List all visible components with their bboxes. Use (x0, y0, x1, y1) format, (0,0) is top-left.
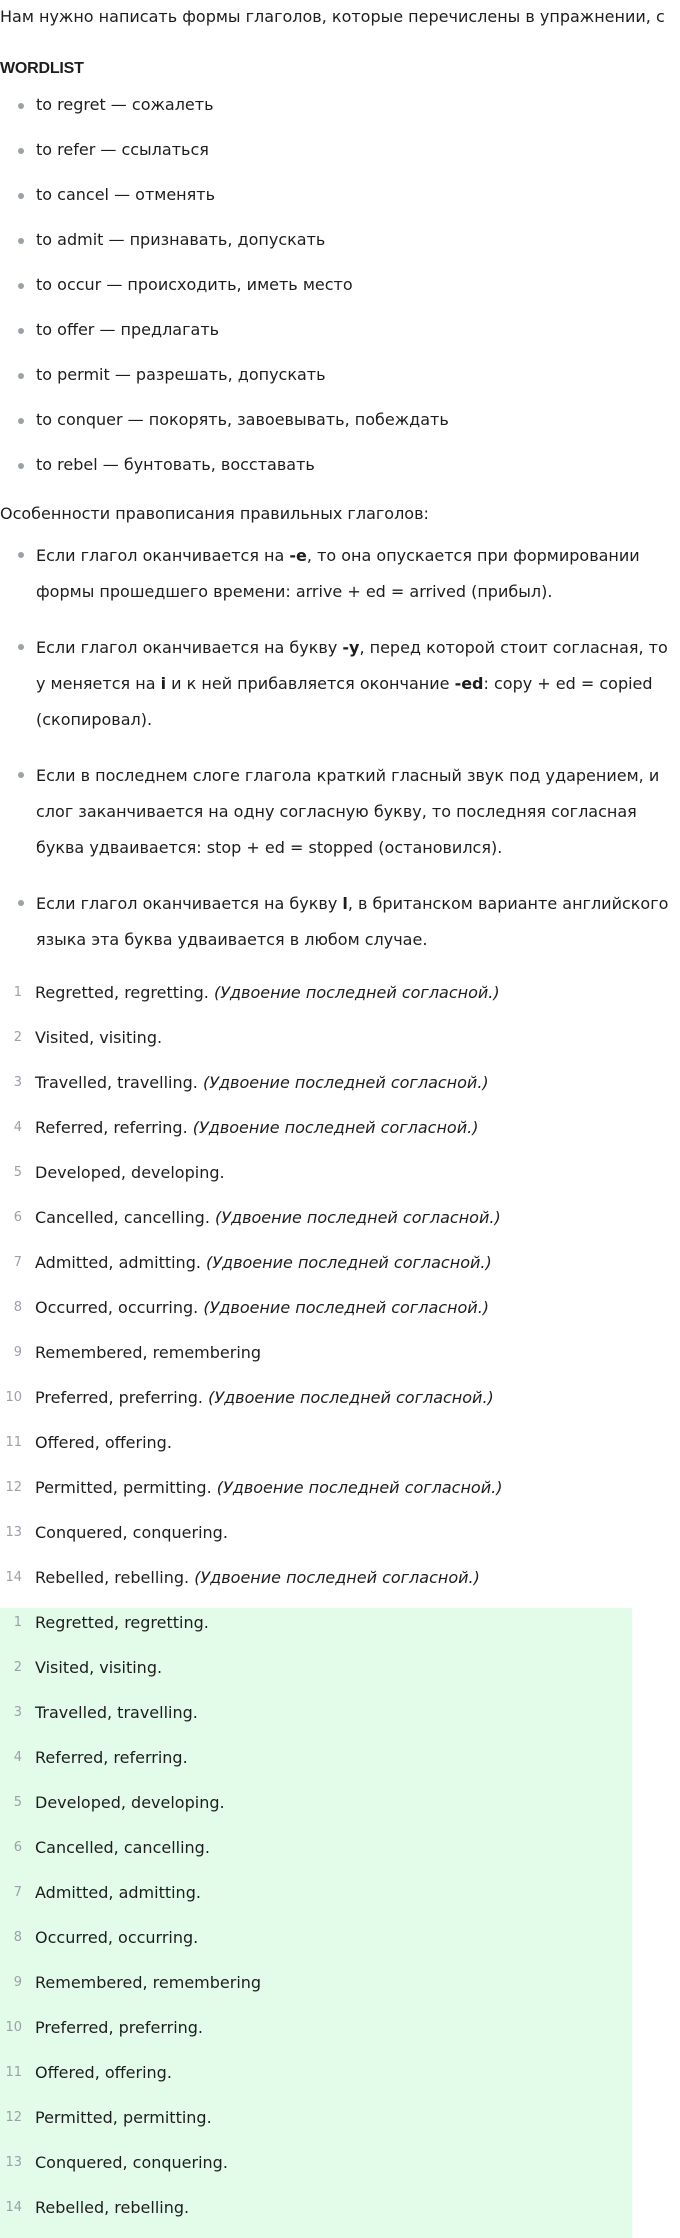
word-item: to admit — признавать, допускать (14, 223, 680, 268)
answers-list (0, 978, 680, 1608)
answer-item: 14 Rebelled, rebelling. (Удвоение последней согласной.) (0, 1563, 680, 1608)
answer-number: 13 (5, 2155, 22, 2171)
answer-number: 4 (13, 1750, 22, 1766)
word-item: to permit — разрешать, допускать (14, 358, 680, 403)
answer-item: 12 Permitted, permitting. (0, 2103, 632, 2148)
answer-number: 6 (13, 1840, 22, 1856)
answer-number: 2 (13, 1030, 22, 1046)
rule-item: Если глагол оканчивается на букву l, в британском варианте английского языка эта буква удваивается в любом случае. (14, 886, 680, 958)
answer-number: 7 (13, 1255, 22, 1271)
answer-number: 4 (13, 1120, 22, 1136)
answer-item: 9 Remembered, remembering (0, 1968, 632, 2013)
answer-item: 10 Preferred, preferring. (0, 2013, 632, 2058)
answer-item: 7 Admitted, admitting. (0, 1878, 632, 1923)
answer-number: 11 (5, 2065, 22, 2081)
word-item: to refer — ссылаться (14, 133, 680, 178)
answer-item: 7 Admitted, admitting. (Удвоение последней согласной.) (0, 1248, 680, 1293)
answer-item: 4 Referred, referring. (Удвоение последней согласной.) (0, 1113, 680, 1158)
answer-number: 12 (5, 2110, 22, 2126)
answer-item: 2 Visited, visiting. (0, 1653, 632, 1698)
word-item: to offer — предлагать (14, 313, 680, 358)
answer-number: 2 (13, 1660, 22, 1676)
answer-item: 11 Offered, offering. (0, 1428, 680, 1473)
word-item: to occur — происходить, иметь место (14, 268, 680, 313)
rules-list (0, 538, 680, 958)
answer-number: 12 (5, 1480, 22, 1496)
answer-item: 3 Travelled, travelling. (Удвоение последней согласной.) (0, 1068, 680, 1113)
answer-number: 14 (5, 2200, 22, 2216)
answer-item: 13 Conquered, conquering. (0, 1518, 680, 1563)
answer-item: 11 Offered, offering. (0, 2058, 632, 2103)
answer-item: 6 Cancelled, cancelling. (Удвоение последней согласной.) (0, 1203, 680, 1248)
answer-number: 9 (13, 1975, 22, 1991)
answer-item: 5 Developed, developing. (0, 1788, 632, 1833)
word-item: to cancel — отменять (14, 178, 680, 223)
rule-item: Если в последнем слоге глагола краткий гласный звук под ударением, и слог заканчивается на одну согласную букву, то последняя согласная буква удваивается: stop + ed = stopped (остановился). (14, 758, 680, 866)
answer-number: 13 (5, 1525, 22, 1541)
answer-number: 6 (13, 1210, 22, 1226)
answer-item: 2 Visited, visiting. (0, 1023, 680, 1068)
answer-number: 10 (5, 1390, 22, 1406)
answer-number: 8 (13, 1300, 22, 1316)
answer-number: 3 (13, 1075, 22, 1091)
answer-item: 3 Travelled, travelling. (0, 1698, 632, 1743)
answer-item: 1 Regretted, regretting. (Удвоение последней согласной.) (0, 978, 680, 1023)
answer-item: 6 Cancelled, cancelling. (0, 1833, 632, 1878)
answer-number: 14 (5, 1570, 22, 1586)
word-item: to conquer — покорять, завоевывать, побеждать (14, 403, 680, 448)
rule-item: Если глагол оканчивается на -e, то она опускается при формировании формы прошедшего времени: arrive + ed = arrived (прибыл). (14, 538, 680, 610)
answer-number: 1 (13, 985, 22, 1001)
answer-number: 8 (13, 1930, 22, 1946)
word-item: to regret — сожалеть (14, 88, 680, 133)
answers-plain-list (0, 1608, 632, 2238)
word-list (0, 88, 680, 493)
answer-number: 11 (5, 1435, 22, 1451)
answer-item: 14 Rebelled, rebelling. (0, 2193, 632, 2238)
answer-number: 7 (13, 1885, 22, 1901)
answer-number: 1 (13, 1615, 22, 1631)
answer-item: 1 Regretted, regretting. (0, 1608, 632, 1653)
rule-item: Если глагол оканчивается на букву -y, перед которой стоит согласная, то у меняется на i и к ней прибавляется окончание -ed: copy + ed = copied (скопировал). (14, 630, 680, 738)
answer-item: 8 Occurred, occurring. (0, 1923, 632, 1968)
answer-number: 5 (13, 1795, 22, 1811)
answer-item: 5 Developed, developing. (0, 1158, 680, 1203)
wordlist-title: WORDLIST (0, 60, 84, 77)
answer-item: 10 Preferred, preferring. (Удвоение последней согласной.) (0, 1383, 680, 1428)
answer-item: 13 Conquered, conquering. (0, 2148, 632, 2193)
rules-title: Особенности правописания правильных глаголов: (0, 503, 429, 523)
answer-number: 9 (13, 1345, 22, 1361)
answer-number: 3 (13, 1705, 22, 1721)
word-item: to rebel — бунтовать, восставать (14, 448, 680, 493)
answer-item: 12 Permitted, permitting. (Удвоение последней согласной.) (0, 1473, 680, 1518)
answer-item: 9 Remembered, remembering (0, 1338, 680, 1383)
intro-text: Нам нужно написать формы глаголов, которые перечислены в упражнении, с (0, 7, 665, 26)
answer-number: 10 (5, 2020, 22, 2036)
answer-item: 4 Referred, referring. (0, 1743, 632, 1788)
answer-number: 5 (13, 1165, 22, 1181)
answer-item: 8 Occurred, occurring. (Удвоение последней согласной.) (0, 1293, 680, 1338)
